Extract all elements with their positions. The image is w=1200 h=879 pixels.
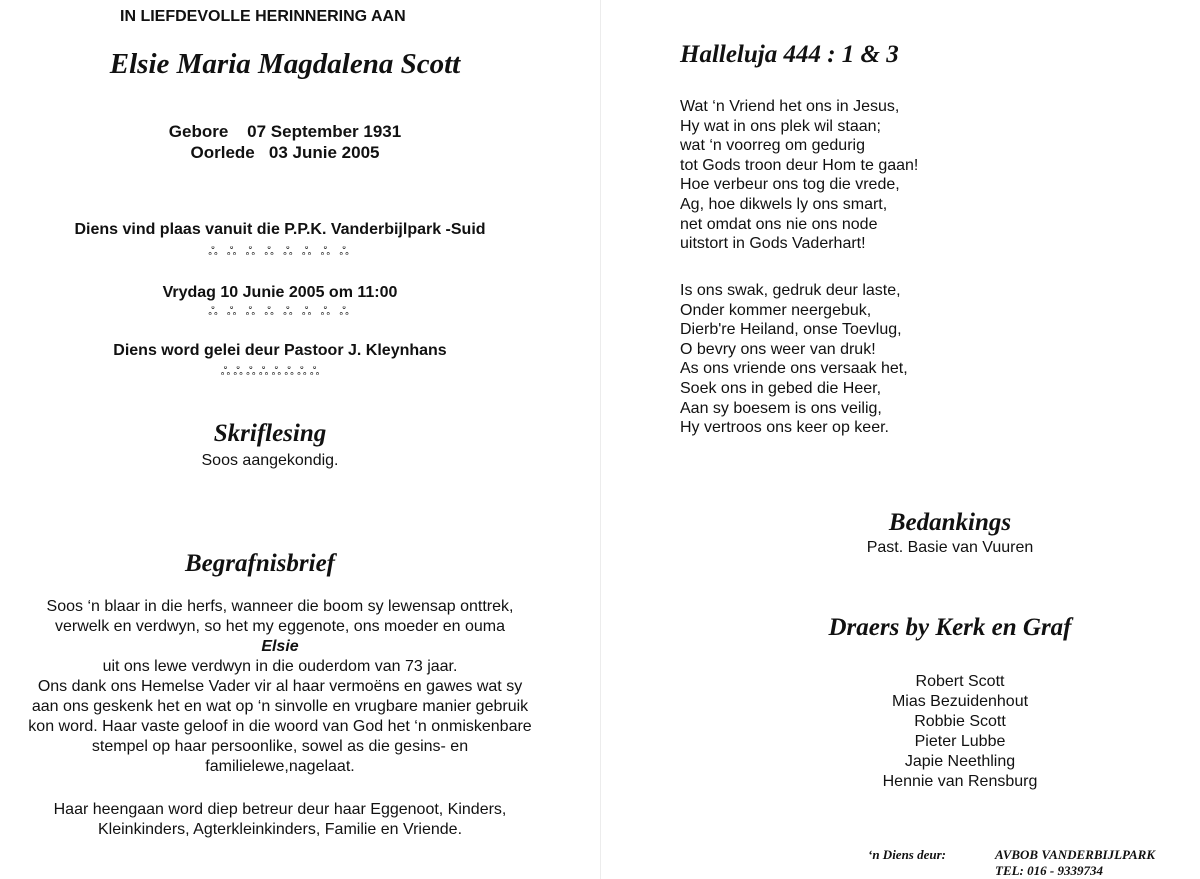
bearers-list [850,672,1070,792]
verse-line: Hy vertroos ons keer op keer. [680,419,889,437]
bearer-name: Mias Bezuidenhout [891,693,1029,710]
memorial-header: IN LIEFDEVOLLE HERINNERING AAN [120,8,406,25]
life-dates [140,121,430,163]
service-provider-name: AVBOB VANDERBIJLPARK [995,847,1156,862]
funeral-letter [0,597,560,777]
closing-paragraph [0,800,560,840]
verse-line: Soek ons in gebed die Heer, [680,379,882,397]
verse-line: Hoe verbeur ons tog die vrede, [680,176,900,194]
verse-line: Ag, hoe dikwels ly ons smart, [680,195,888,213]
service-provider-label: ‘n Diens deur: [868,847,947,862]
letter-line: uit ons lewe verdwyn in die ouderdom van 73 jaar. [102,658,458,675]
verse-line: net omdat ons nie ons node [680,215,878,233]
closing-line: Haar heengaan word diep betreur deur haar Eggenoot, Kinders, [53,801,507,818]
letter-line: Soos ‘n blaar in die herfs, wanneer die boom sy lewensap onttrek, [46,598,514,615]
bearer-name: Hennie van Rensburg [882,773,1038,790]
letter-line: stempel op haar persoonlike, sowel as die gesins- en [91,738,469,755]
verse-line: Onder kommer neergebuk, [680,301,872,319]
verse-line: As ons vriende ons versaak het, [680,360,908,378]
hymn-verse-3 [680,281,908,438]
verse-line: uitstort in Gods Vaderhart! [680,235,866,253]
service-venue: Diens vind plaas vanuit die P.P.K. Vanderbijlpark -Suid [74,221,486,238]
bearer-name: Japie Neethling [904,753,1016,770]
bearer-name: Robbie Scott [914,713,1006,730]
letter-line: familielewe,nagelaat. [205,758,355,775]
letter-line: verwelk en verdwyn, so het my eggenote, ons moeder en ouma [54,618,506,635]
deceased-name: Elsie Maria Magdalena Scott [109,48,461,80]
hymn-verse-1 [680,97,918,254]
bearer-name: Robert Scott [915,673,1005,690]
closing-line: Kleinkinders, Agterkleinkinders, Familie en Vriende. [97,821,463,838]
service-datetime: Vrydag 10 Junie 2005 om 11:00 [162,284,398,301]
service-provider-phone: TEL: 016 - 9339734 [995,863,1103,878]
letter-line: aan ons geskenk het en wat op ‘n sinvolle en vrugbare manier gebruik [31,698,529,715]
verse-line: Wat ‘n Vriend het ons in Jesus, [680,98,900,115]
thanks-heading: Bedankings [888,509,1012,536]
letter-heading: Begrafnisbrief [185,550,335,577]
verse-line: Aan sy boesem is ons veilig, [680,399,882,417]
reading-heading: Skriflesing [213,420,327,447]
hymn-heading: Halleluja 444 : 1 & 3 [680,41,899,68]
verse-line: O bevry ons weer van druk! [680,340,876,358]
bearers-heading: Draers by Kerk en Graf [828,614,1072,641]
ornament-divider: ஃ ஃ ஃ ஃ ஃ ஃ ஃ ஃ [208,304,352,318]
verse-line: wat ‘n voorreg om gedurig [680,137,865,155]
reading-text: Soos aangekondig. [201,452,339,469]
letter-line: kon word. Haar vaste geloof in die woord van God het ‘n onmiskenbare [28,718,532,735]
death-date: Oorlede 03 Junie 2005 [190,143,380,162]
ornament-divider: ஃ ஃ ஃ ஃ ஃ ஃ ஃ ஃ [220,364,320,378]
letter-line: Ons dank ons Hemelse Vader vir al haar vermoëns en gawes wat sy [37,678,523,695]
letter-line: Elsie [261,638,299,655]
ornament-divider: ஃ ஃ ஃ ஃ ஃ ஃ ஃ ஃ [208,244,352,258]
verse-line: Hy wat in ons plek wil staan; [680,117,881,135]
bearer-name: Pieter Lubbe [914,733,1006,750]
verse-line: Is ons swak, gedruk deur laste, [680,282,901,299]
birth-date: Gebore 07 September 1931 [168,122,402,141]
thanks-text: Past. Basie van Vuuren [866,539,1034,556]
verse-line: Dierb're Heiland, onse Toevlug, [680,321,902,339]
verse-line: tot Gods troon deur Hom te gaan! [680,156,919,174]
officiating-minister: Diens word gelei deur Pastoor J. Kleynhans [113,342,447,359]
page-fold [600,0,601,879]
